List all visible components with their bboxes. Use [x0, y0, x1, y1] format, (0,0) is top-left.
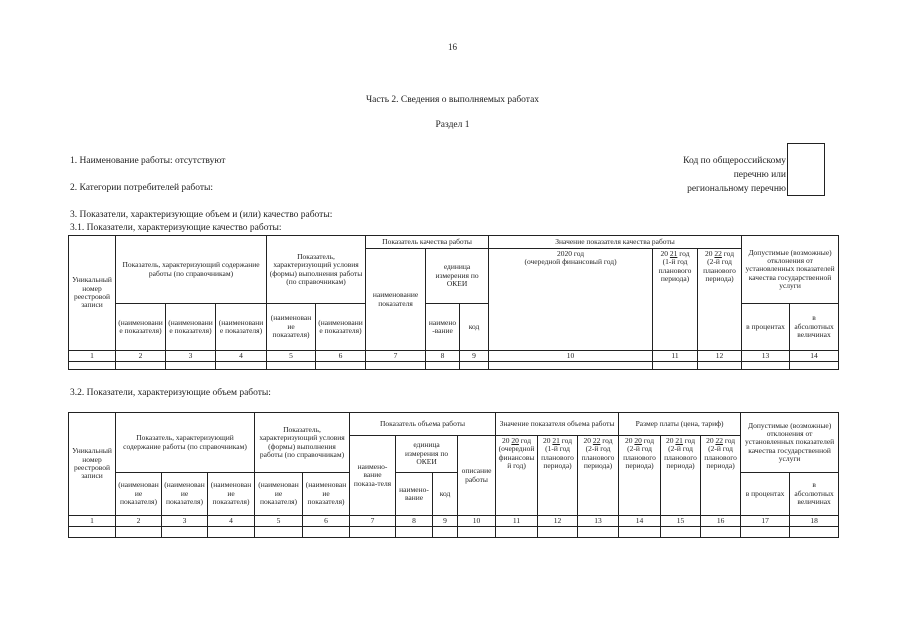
header-conditions: Показатель, характеризующий условия (формы) выполнения работы (по справочникам) — [255, 413, 350, 473]
empty-cell — [216, 362, 267, 370]
sub-name-1: (наименование показателя) — [116, 304, 166, 351]
header-percent: в процентах — [742, 304, 790, 351]
year-suffix: год — [561, 436, 573, 445]
code-label-line1: Код по общероссийскому — [683, 156, 786, 166]
column-number: 12 — [538, 516, 578, 527]
year-yy: 22 — [592, 436, 601, 445]
header-unit: единица измерения по ОКЕИ — [396, 436, 458, 473]
year-yy: 21 — [669, 249, 678, 258]
header-conditions: Показатель, характеризующий условия (формы) выполнения работы (по справочникам) — [267, 236, 366, 304]
header-indicator-name: наимено-вание показа-теля — [350, 436, 396, 516]
column-number: 9 — [460, 351, 489, 362]
year-note: (очередной финансовый год) — [524, 257, 617, 267]
volume-table — [68, 412, 839, 538]
header-value-year-0 — [496, 436, 538, 516]
empty-cell — [69, 527, 116, 538]
header-deviation: Допустимые (возможные) отклонения от установленных показателей качества государственной услуги — [741, 413, 839, 473]
column-number: 13 — [742, 351, 790, 362]
header-fee: Размер платы (цена, тариф) — [619, 413, 741, 436]
empty-cell — [790, 362, 839, 370]
sub-name-5: (наименование показателя) — [303, 473, 350, 516]
empty-cell — [162, 527, 208, 538]
column-number: 6 — [303, 516, 350, 527]
empty-data-row — [69, 362, 839, 370]
header-quality-indicator: Показатель качества работы — [366, 236, 489, 249]
header-deviation: Допустимые (возможные) отклонения от установленных показателей качества государственной услуги — [742, 236, 839, 304]
empty-cell — [741, 527, 790, 538]
header-volume-indicator: Показатель объема работы — [350, 413, 496, 436]
year-century: 20 — [666, 436, 674, 445]
header-absolute: в абсолютных величинах — [790, 304, 839, 351]
empty-cell — [396, 527, 433, 538]
empty-data-row — [69, 527, 839, 538]
column-number: 3 — [166, 351, 216, 362]
empty-cell — [496, 527, 538, 538]
empty-cell — [433, 527, 458, 538]
year-note: (2-й год планового периода) — [703, 257, 736, 284]
year-suffix: год — [723, 249, 735, 258]
empty-cell — [458, 527, 496, 538]
column-number: 12 — [698, 351, 742, 362]
header-quality-values: Значение показателя качества работы — [489, 236, 742, 249]
header-unit-name: наимено-вание — [396, 473, 433, 516]
header-unit-code: код — [460, 304, 489, 351]
column-number: 14 — [619, 516, 661, 527]
year-suffix: год — [602, 436, 613, 445]
year-century: 20 — [706, 436, 714, 445]
year-note: (2-й год планового периода) — [704, 444, 737, 471]
column-number: 7 — [350, 516, 396, 527]
year-yy: 21 — [552, 436, 560, 445]
empty-cell — [116, 362, 166, 370]
part-title: Часть 2. Сведения о выполняемых работах — [365, 95, 540, 105]
header-indicator-name: наименование показателя — [366, 249, 426, 351]
column-number: 16 — [701, 516, 741, 527]
column-number: 17 — [741, 516, 790, 527]
year-label: 2020 год — [556, 249, 585, 258]
column-number: 10 — [458, 516, 496, 527]
header-fee-year-0 — [619, 436, 661, 516]
code-label-line3: региональному перечню — [687, 184, 786, 194]
empty-cell — [316, 362, 366, 370]
column-number: 3 — [162, 516, 208, 527]
year-note: (1-й год планового периода) — [658, 257, 692, 284]
column-number: 7 — [366, 351, 426, 362]
empty-cell — [267, 362, 316, 370]
empty-cell — [460, 362, 489, 370]
page-number: 16 — [448, 42, 457, 52]
column-number-row — [69, 351, 839, 362]
column-number: 9 — [433, 516, 458, 527]
year-yy: 22 — [714, 249, 722, 258]
column-number: 2 — [116, 516, 162, 527]
column-number: 8 — [396, 516, 433, 527]
header-year-2 — [698, 249, 742, 351]
column-number: 5 — [255, 516, 303, 527]
consumer-categories-field: 2. Категории потребителей работы: — [70, 183, 213, 193]
year-suffix: год — [520, 436, 532, 445]
header-year-1 — [653, 249, 698, 351]
empty-cell — [366, 362, 426, 370]
header-volume-values: Значение показателя объема работы — [496, 413, 619, 436]
column-number: 4 — [208, 516, 255, 527]
column-number: 15 — [661, 516, 701, 527]
year-century: 20 — [502, 436, 510, 445]
work-name-field: 1. Наименование работы: отсутствуют — [70, 156, 226, 166]
empty-cell — [303, 527, 350, 538]
header-fee-year-2 — [701, 436, 741, 516]
header-unique-record: Уникальный номер реестровой записи — [69, 413, 116, 516]
year-note: (2-й год планового периода) — [581, 444, 615, 471]
year-yy: 20 — [634, 436, 642, 445]
year-suffix: год — [679, 249, 690, 258]
column-number: 6 — [316, 351, 366, 362]
year-yy: 21 — [675, 436, 683, 445]
column-number: 8 — [426, 351, 460, 362]
volume-table-caption: 3.2. Показатели, характеризующие объем работы: — [70, 388, 271, 398]
year-century: 20 — [625, 436, 633, 445]
year-note: (2-й год планового периода) — [664, 444, 697, 471]
year-suffix: год — [684, 436, 696, 445]
header-value-year-2 — [578, 436, 619, 516]
column-number: 14 — [790, 351, 839, 362]
header-unique-record: Уникальный номер реестровой записи — [69, 236, 116, 351]
empty-cell — [790, 527, 839, 538]
code-label-line2: перечню или — [733, 170, 786, 180]
empty-cell — [350, 527, 396, 538]
empty-cell — [538, 527, 578, 538]
column-number: 11 — [496, 516, 538, 527]
year-suffix: год — [643, 436, 655, 445]
column-number: 1 — [69, 351, 116, 362]
year-note: (2-й год планового периода) — [623, 444, 656, 471]
header-fee-year-1 — [661, 436, 701, 516]
empty-cell — [661, 527, 701, 538]
header-unit-name: наимено-вание — [426, 304, 460, 351]
year-century: 20 — [660, 249, 669, 258]
year-century: 20 — [583, 436, 592, 445]
year-note: (1-й год планового периода) — [541, 444, 574, 471]
header-unit-code: код — [433, 473, 458, 516]
empty-cell — [701, 527, 741, 538]
sub-name-4: (наименование показателя) — [255, 473, 303, 516]
column-number: 2 — [116, 351, 166, 362]
quality-table — [68, 235, 839, 370]
empty-cell — [578, 527, 619, 538]
sub-name-5: (наименование показателя) — [316, 304, 366, 351]
header-content: Показатель, характеризующий содержание работы (по справочникам) — [116, 236, 267, 304]
empty-cell — [489, 362, 653, 370]
year-century: 20 — [705, 249, 713, 258]
column-number: 18 — [790, 516, 839, 527]
column-number: 5 — [267, 351, 316, 362]
code-box — [787, 143, 825, 196]
empty-cell — [619, 527, 661, 538]
year-century: 20 — [543, 436, 551, 445]
year-suffix: год — [724, 436, 736, 445]
sub-name-4: (наименование показателя) — [267, 304, 316, 351]
column-number: 10 — [489, 351, 653, 362]
section-title: Раздел 1 — [435, 120, 470, 130]
empty-cell — [208, 527, 255, 538]
empty-cell — [653, 362, 698, 370]
header-absolute: в абсолютных величинах — [790, 473, 839, 516]
header-year-0 — [489, 249, 653, 351]
column-number-row — [69, 516, 839, 527]
header-description: описание работы — [458, 436, 496, 516]
column-number: 1 — [69, 516, 116, 527]
empty-cell — [255, 527, 303, 538]
year-note: (очередной финансовый год) — [498, 444, 535, 471]
empty-cell — [742, 362, 790, 370]
year-yy: 20 — [511, 436, 519, 445]
column-number: 11 — [653, 351, 698, 362]
sub-name-3: (наименование показателя) — [208, 473, 255, 516]
empty-cell — [166, 362, 216, 370]
empty-cell — [426, 362, 460, 370]
sub-name-2: (наименование показателя) — [166, 304, 216, 351]
sub-name-1: (наименование показателя) — [116, 473, 162, 516]
empty-cell — [698, 362, 742, 370]
column-number: 13 — [578, 516, 619, 527]
header-content: Показатель, характеризующий содержание работы (по справочникам) — [116, 413, 255, 473]
indicators-heading: 3. Показатели, характеризующие объем и (или) качество работы: — [70, 210, 333, 220]
header-percent: в процентах — [741, 473, 790, 516]
header-unit: единица измерения по ОКЕИ — [426, 249, 489, 304]
sub-name-2: (наименование показателя) — [162, 473, 208, 516]
column-number: 4 — [216, 351, 267, 362]
year-yy: 22 — [715, 436, 723, 445]
header-value-year-1 — [538, 436, 578, 516]
empty-cell — [69, 362, 116, 370]
empty-cell — [116, 527, 162, 538]
quality-table-caption: 3.1. Показатели, характеризующие качество работы: — [70, 223, 282, 233]
sub-name-3: (наименование показателя) — [216, 304, 267, 351]
